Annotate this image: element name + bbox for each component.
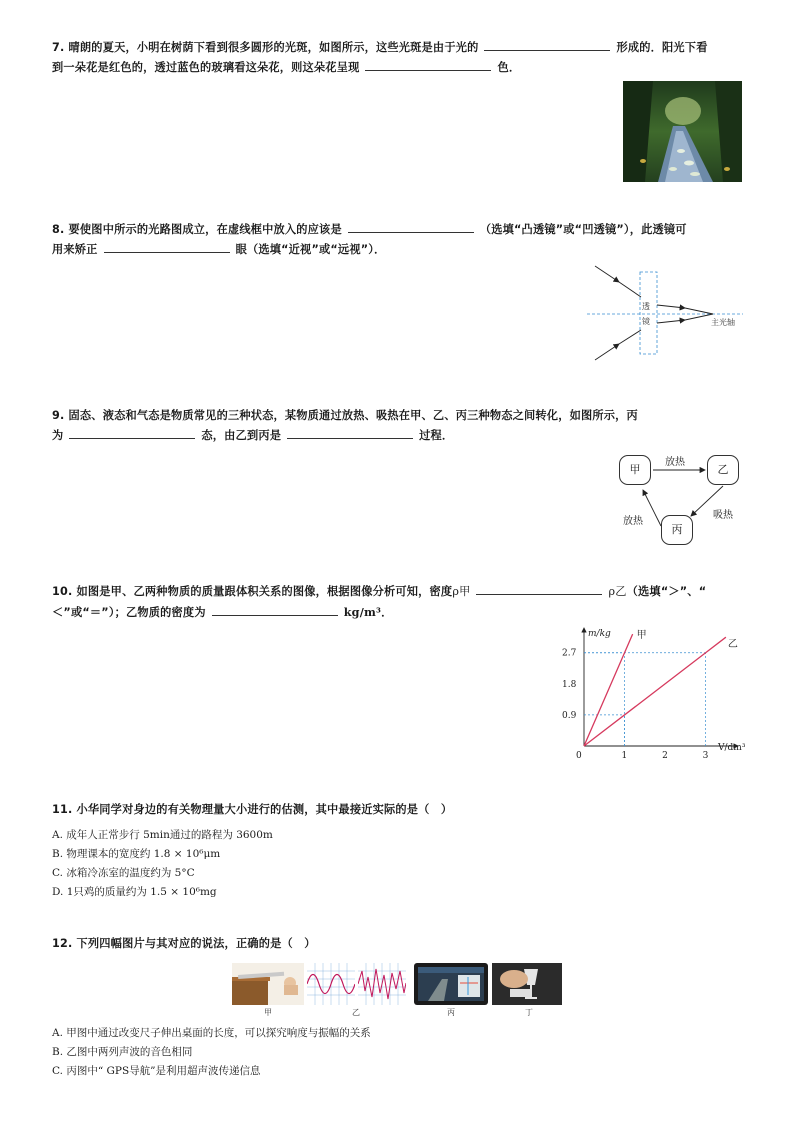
q8-blank-1[interactable] <box>348 220 474 233</box>
q9-blank-2[interactable] <box>287 426 413 439</box>
forest-sunlight-photo <box>623 81 742 182</box>
q12-stem: 12. 下列四幅图片与其对应的说法，正确的是（ ） <box>52 937 316 950</box>
q11-option-a[interactable]: A. 成年人正常步行 5min通过的路程为 3600m <box>52 829 273 841</box>
node-yi: 乙 <box>707 455 739 485</box>
label-release-heat-top: 放热 <box>665 457 685 468</box>
caption-yi: 乙 <box>352 1008 360 1017</box>
q12-option-a[interactable]: A. 甲图中通过改变尺子伸出桌面的长度，可以探究响度与振幅的关系 <box>52 1027 371 1039</box>
x-tick-1: 1 <box>621 751 628 761</box>
label-absorb-heat: 吸热 <box>713 510 733 521</box>
caption-jia: 甲 <box>264 1008 272 1017</box>
figure-ding-glass <box>492 963 562 1005</box>
label-release-heat-left: 放热 <box>623 516 643 527</box>
series-label-0: 甲 <box>636 630 647 642</box>
node-jia: 甲 <box>619 455 651 485</box>
q12-option-c[interactable]: C. 丙图中“ GPS导航”是利用超声波传递信息 <box>52 1065 261 1077</box>
q8-blank-2[interactable] <box>104 240 230 253</box>
y-axis-label: m/kg <box>588 629 611 639</box>
q7-blank-2[interactable] <box>365 58 491 71</box>
x-tick-3: 3 <box>702 751 709 761</box>
figure-yi-wave-2 <box>358 963 406 1005</box>
svg-text:镜: 镜 <box>642 317 650 326</box>
y-tick-2.7: 2.7 <box>562 648 577 659</box>
caption-bing: 丙 <box>447 1008 455 1017</box>
q7-line1: 7. 晴朗的夏天，小明在树荫下看到很多圆形的光斑，如图所示，这些光斑是由于光的 形成的．阳光下看 <box>52 38 708 58</box>
mass-volume-chart <box>548 622 748 762</box>
series-line-1 <box>584 637 726 746</box>
y-tick-1.8: 1.8 <box>562 679 577 690</box>
q10-line1: 10. 如图是甲、乙两种物质的质量跟体积关系的图像，根据图像分析可知，密度ρ甲 ρ乙（选填“＞”、“ <box>52 582 706 602</box>
x-axis-label: V/dm³ <box>718 743 746 753</box>
node-bing: 丙 <box>661 515 693 545</box>
q9-line1: 9. 固态、液态和气态是物质常见的三种状态，某物质通过放热、吸热在甲、乙、丙三种物态之间转化，如图所示，丙 <box>52 409 638 422</box>
q7-line2: 到一朵花是红色的，透过蓝色的玻璃看这朵花，则这朵花呈现 色． <box>52 58 520 78</box>
caption-ding: 丁 <box>525 1008 533 1017</box>
lens-ray-diagram <box>585 260 745 364</box>
x-tick-0: 0 <box>576 751 582 761</box>
q8-line2: 用来矫正 眼（选填“近视”或“远视”）． <box>52 240 385 260</box>
series-line-0 <box>584 634 633 746</box>
figure-bing-gps <box>414 963 488 1005</box>
svg-text:主光轴: 主光轴 <box>711 318 735 327</box>
svg-text:透: 透 <box>642 302 650 311</box>
q11-option-d[interactable]: D. 1只鸡的质量约为 1.5 × 10⁶mg <box>52 886 217 898</box>
lens-box <box>640 272 657 354</box>
figure-yi-wave-1 <box>307 963 355 1005</box>
series-label-1: 乙 <box>727 639 738 651</box>
q10-blank-1[interactable] <box>476 582 602 595</box>
x-tick-2: 2 <box>662 751 668 761</box>
q10-line2: ＜”或“＝”）；乙物质的密度为 kg/m³． <box>52 605 393 619</box>
q11-option-c[interactable]: C. 冰箱冷冻室的温度约为 5°C <box>52 867 195 879</box>
q7-blank-1[interactable] <box>484 38 610 51</box>
q11-option-b[interactable]: B. 物理课本的宽度约 1.8 × 10⁶μm <box>52 848 221 860</box>
q8-line1: 8. 要使图中所示的光路图成立，在虚线框中放入的应该是 （选填“凸透镜”或“凹透镜”），此透镜可 <box>52 220 687 240</box>
mass-volume-svg <box>548 622 748 762</box>
q10-blank-2[interactable] <box>212 603 338 616</box>
q11-stem: 11. 小华同学对身边的有关物理量大小进行的估测，其中最接近实际的是（ ） <box>52 803 453 816</box>
q12-option-b[interactable]: B. 乙图中两列声波的音色相同 <box>52 1046 193 1058</box>
q9-blank-1[interactable] <box>69 426 195 439</box>
q9-line2: 为 态，由乙到丙是 过程． <box>52 426 453 446</box>
figure-jia-ruler <box>232 963 304 1005</box>
state-change-diagram <box>615 448 765 552</box>
y-tick-0.9: 0.9 <box>562 710 577 721</box>
